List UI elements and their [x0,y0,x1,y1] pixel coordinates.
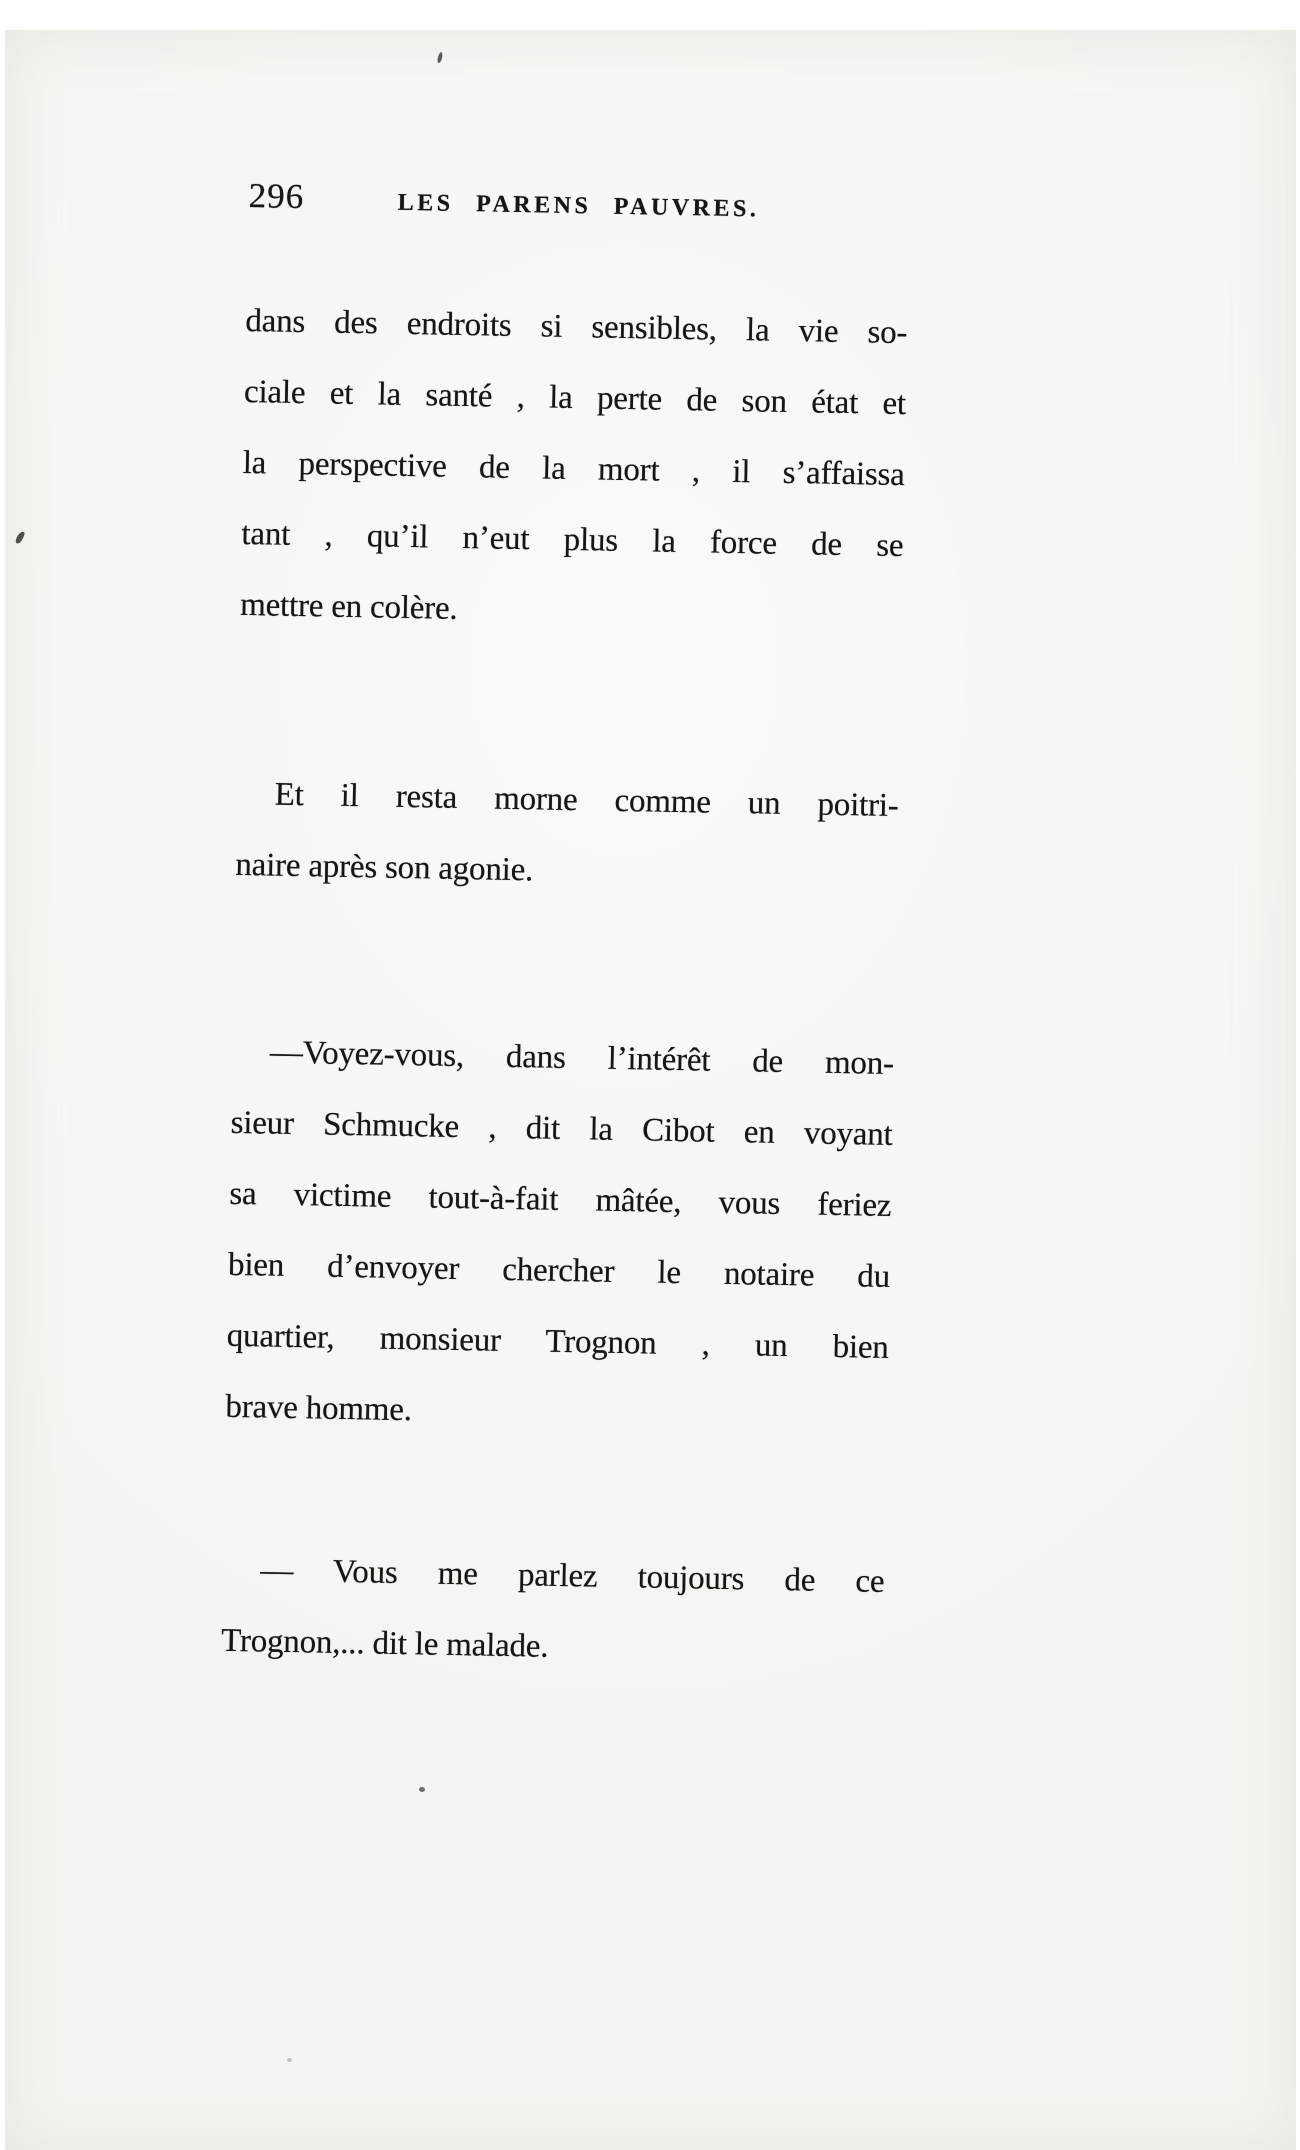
text-line: mettre en colère. [239,586,458,627]
scan-speck-bottom [287,2058,292,2062]
scanned-page [5,30,1296,2150]
text-line: Trognon,... dit le malade. [220,1622,549,1665]
scan-speck-below-text [419,1787,425,1792]
text-line: brave homme. [225,1388,413,1429]
text-line: sieur Schmucke , dit la Cibot en voyant [230,1104,893,1153]
text-line: dans des endroits si sensibles, la vie so- [245,302,908,352]
text-line: bien d’envoyer chercher le notaire du [227,1246,891,1295]
paragraph [235,759,899,913]
scan-speck-left-margin [15,530,26,544]
paragraph [240,286,908,653]
text-line: — Vous me parlez toujours de ce [260,1552,885,1600]
text-line: tant , qu’il n’eut plus la force de se [241,515,904,565]
page-number: 296 [248,176,305,217]
text-line: sa victime tout-à-fait mâtée, vous feriez [229,1175,892,1224]
text-line: —Voyez-vous, dans l’intérêt de mon- [269,1034,895,1082]
paragraph [225,1017,895,1455]
text-line: ciale et la santé , la perte de son état et [243,373,907,423]
scan-speck-top [437,52,444,64]
running-title: LES PARENS PAUVRES. [397,189,760,223]
text-line: la perspective de la mort , il s’affaissa [242,444,905,494]
paragraph [221,1535,885,1689]
page-header [247,178,910,236]
text-line: Et il resta morne comme un poitri- [274,776,899,825]
text-line: naire après son agonie. [235,846,534,889]
text-line: quartier, monsieur Trognon , un bien [226,1317,889,1366]
text-block [221,178,910,1689]
